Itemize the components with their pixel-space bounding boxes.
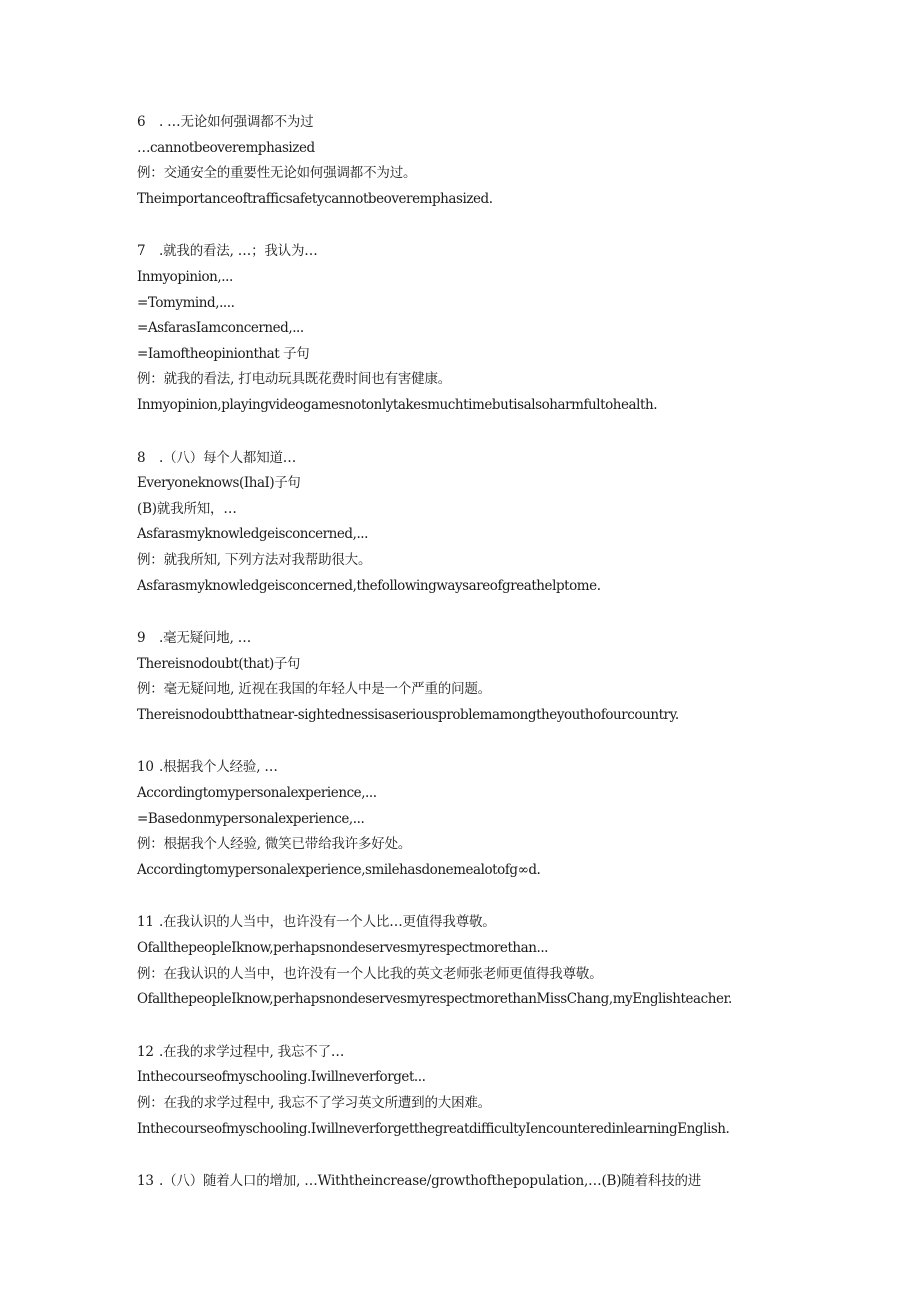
section-10 — [137, 755, 897, 883]
example-line: 例：交通安全的重要性无论如何强调都不为过。 — [137, 165, 417, 182]
phrase-line: …cannotbeoveremphasized — [137, 139, 315, 156]
section-title: .（八）每个人都知道… — [159, 449, 297, 466]
section-gap — [137, 1142, 897, 1169]
section-8 — [137, 446, 897, 600]
section-gap — [137, 599, 897, 626]
phrase-line: Everyoneknows(IhaI)子句 — [137, 475, 301, 492]
section-title: . …无论如何强调都不为过 — [159, 114, 314, 130]
example-line: 例：根据我个人经验, 微笑已带给我许多好处。 — [137, 836, 412, 853]
translation-line: Asfarasmyknowledgeisconcerned,thefollowingwaysareofgreathelptome. — [137, 577, 601, 594]
phrase-line: Inthecourseofmyschooling.Iwillneverforget... — [137, 1069, 426, 1086]
section-title: .根据我个人经验, … — [159, 759, 278, 776]
section-number: 7 — [137, 243, 146, 260]
section-gap — [137, 883, 897, 910]
section-number: 11 — [137, 914, 154, 931]
translation-line: Theimportanceoftrafficsafetycannotbeoveremphasized. — [137, 190, 493, 207]
section-heading — [137, 755, 897, 781]
section-gap — [137, 212, 897, 239]
phrase-line: =AsfarasIamconcerned,... — [137, 320, 304, 337]
section-heading — [137, 626, 897, 652]
section-13 — [137, 1169, 897, 1195]
subheading-line: (B)就我所知，… — [137, 500, 237, 517]
section-number: 8 — [137, 449, 146, 466]
example-line: 例：在我认识的人当中，也许没有一个人比我的英文老师张老师更值得我尊敬。 — [137, 965, 603, 982]
phrase-line: =Tomymind,.... — [137, 294, 235, 311]
section-title: .在我的求学过程中, 我忘不了… — [159, 1043, 345, 1060]
section-7 — [137, 239, 897, 418]
translation-line: Thereisnodoubtthatnear-sightednessisaseriousproblemamongtheyouthofourcountry. — [137, 706, 679, 723]
section-12 — [137, 1040, 897, 1142]
section-heading — [137, 1040, 897, 1066]
section-number: 9 — [137, 630, 146, 647]
section-6 — [137, 110, 897, 212]
section-gap — [137, 728, 897, 755]
phrase-line: Thereisnodoubt(that)子句 — [137, 655, 300, 672]
section-title: .毫无疑问地, … — [159, 630, 252, 647]
section-heading — [137, 239, 897, 265]
section-title: .在我认识的人当中，也许没有一个人比…更值得我尊敬。 — [159, 914, 496, 931]
section-heading — [137, 910, 897, 936]
section-title: .（八）随着人口的增加, …Withtheincrease/growthofthepopulation,…(B)随着科技的进 — [159, 1173, 702, 1190]
example-line: 例：就我的看法, 打电动玩具既花费时间也有害健康。 — [137, 371, 452, 388]
phrase-line: Asfarasmyknowledgeisconcerned,... — [137, 526, 368, 543]
section-11 — [137, 910, 897, 1012]
translation-line: Inmyopinion,playingvideogamesnotonlytakesmuchtimebutisalsoharmfultohealth. — [137, 396, 658, 413]
section-heading — [137, 1169, 897, 1195]
example-line: 例：毫无疑问地, 近视在我国的年轻人中是一个严重的问题。 — [137, 681, 491, 698]
translation-line: Accordingtomypersonalexperience,smilehasdonemealotofg∞d. — [137, 861, 541, 878]
phrase-line: OfallthepeopleIknow,perhapsnondeservesmyrespectmorethan... — [137, 940, 549, 957]
phrase-line: Inmyopinion,... — [137, 268, 233, 285]
translation-line: OfallthepeopleIknow,perhapsnondeservesmyrespectmorethanMissChang,myEnglishteacher. — [137, 991, 732, 1008]
phrase-line: Accordingtomypersonalexperience,... — [137, 785, 377, 802]
translation-line: Inthecourseofmyschooling.IwillneverforgetthegreatdifficultyIencounteredinlearningEnglish. — [137, 1120, 730, 1137]
example-line: 例：在我的求学过程中, 我忘不了学习英文所遭到的大困难。 — [137, 1095, 491, 1111]
phrase-line: =Basedonmypersonalexperience,... — [137, 810, 365, 827]
section-heading — [137, 110, 897, 136]
phrase-line: =Iamoftheopinionthat 子句 — [137, 345, 310, 362]
section-title: .就我的看法, …；我认为… — [159, 243, 318, 260]
section-number: 13 — [137, 1173, 154, 1190]
example-line: 例：就我所知, 下列方法对我帮助很大。 — [137, 551, 372, 568]
section-gap — [137, 419, 897, 446]
section-number: 6 — [137, 114, 146, 130]
document-page — [137, 110, 897, 1195]
section-number: 10 — [137, 759, 154, 776]
section-gap — [137, 1013, 897, 1040]
section-9 — [137, 626, 897, 728]
section-heading — [137, 446, 897, 472]
section-number: 12 — [137, 1043, 154, 1060]
